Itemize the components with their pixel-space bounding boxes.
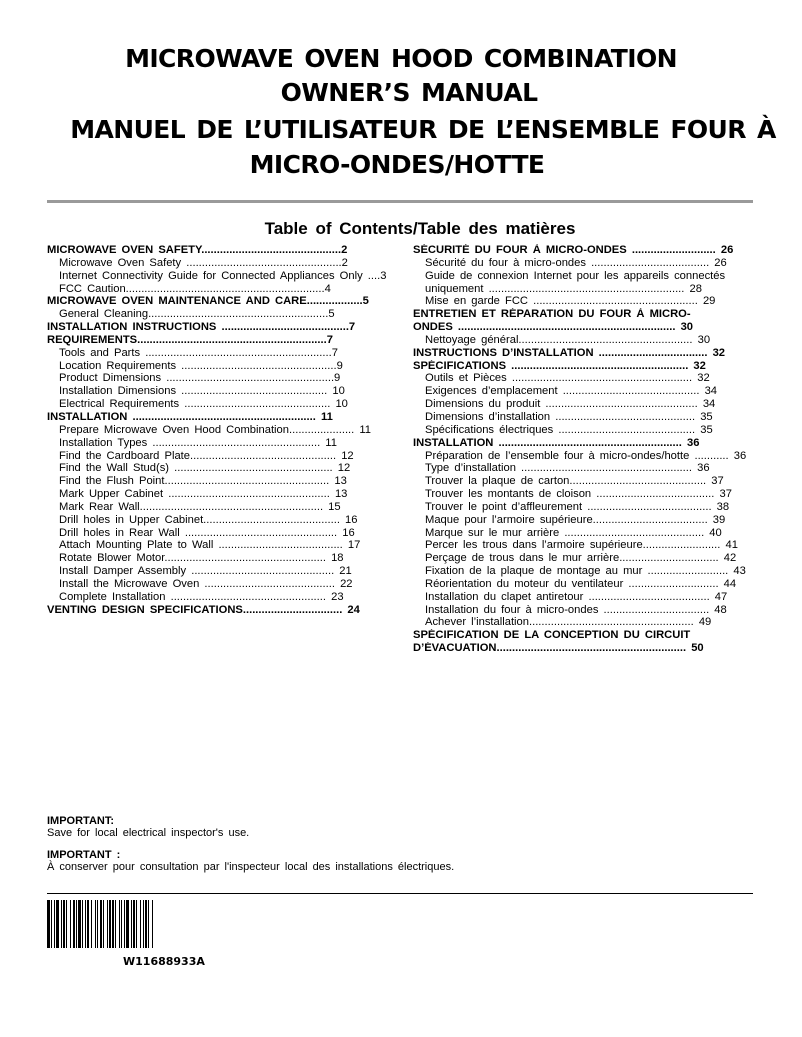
important-text-en: Save for local electrical inspector's use. bbox=[47, 827, 250, 839]
toc-entry: Marque sur le mur arrière ............................................. 40 bbox=[425, 526, 722, 539]
toc-entry: Mark Rear Wall........................................................... 15 bbox=[59, 500, 341, 513]
toc-entry: Spécifications électriques ............................................ 35 bbox=[425, 423, 713, 436]
toc-entry: Sécurité du four à micro-ondes ...................................... 26 bbox=[425, 256, 727, 269]
toc-entry: Find the Flush Point..................................................... 13 bbox=[59, 475, 347, 488]
toc-entry: INSTALLATION INSTRUCTIONS .........................................7 bbox=[47, 321, 356, 334]
toc-entry: Fixation de la plaque de montage au mur .......................... 43 bbox=[425, 565, 746, 578]
title-line-4: MICRO-ONDES/HOTTE bbox=[249, 150, 545, 179]
toc-entry: Installation Dimensions ............................................... 10 bbox=[59, 385, 345, 398]
toc-entry: Rotate Blower Motor.................................................... 18 bbox=[59, 552, 344, 565]
toc-entry: Microwave Oven Safety ..................................................2 bbox=[59, 256, 348, 269]
toc-entry: INSTALLATION ........................................................... 11 bbox=[47, 410, 333, 423]
toc-entry: Réorientation du moteur du ventilateur ............................. 44 bbox=[425, 577, 737, 590]
toc-entry: Guide de connexion Internet pour les appareils connectés bbox=[425, 269, 726, 282]
toc-entry: SPÉCIFICATIONS ......................................................... 32 bbox=[413, 359, 706, 372]
toc-entry: Electrical Requirements ............................................... 10 bbox=[59, 398, 348, 411]
toc-entry: INSTALLATION ........................................................... 36 bbox=[413, 436, 700, 449]
toc-entry: Dimensions du produit ................................................. 34 bbox=[425, 398, 716, 411]
important-heading-en: IMPORTANT: bbox=[47, 815, 115, 827]
important-note-en bbox=[47, 815, 249, 839]
toc-entry: Install the Microwave Oven .......................................... 22 bbox=[59, 577, 353, 590]
toc-entry: Install Damper Assembly .............................................. 21 bbox=[59, 565, 352, 578]
toc-entry: Type d’installation ....................................................... 36 bbox=[425, 462, 710, 475]
toc-entry: Installation Types ...................................................... 11 bbox=[59, 436, 337, 449]
toc-entry: Location Requirements ..................................................9 bbox=[59, 359, 343, 372]
toc-entry: D’ÉVACUATION............................................................. 50 bbox=[413, 642, 704, 655]
toc-entry: Prepare Microwave Oven Hood Combination..................... 11 bbox=[59, 423, 371, 436]
toc-entry: General Cleaning..........................................................5 bbox=[59, 308, 335, 321]
toc-entry: Trouver les montants de cloison ...................................... 37 bbox=[425, 488, 732, 501]
toc-entry: ENTRETIEN ET RÉPARATION DU FOUR À MICRO- bbox=[413, 308, 691, 321]
toc-entry: Mark Upper Cabinet .................................................... 13 bbox=[59, 488, 348, 501]
toc-entry: Product Dimensions ......................................................9 bbox=[59, 372, 341, 385]
toc-entry: ONDES ...................................................................... 30 bbox=[413, 321, 694, 334]
toc-entry: FCC Caution................................................................4 bbox=[59, 282, 331, 295]
toc-right-column bbox=[413, 244, 783, 655]
toc-entry: Percer les trous dans l’armoire supérieure......................... 41 bbox=[425, 539, 738, 552]
toc-entry: Tools and Parts ............................................................7 bbox=[59, 346, 338, 359]
important-heading-fr: IMPORTANT : bbox=[47, 849, 121, 861]
toc-entry: VENTING DESIGN SPECIFICATIONS................................ 24 bbox=[47, 603, 360, 616]
toc-entry: Drill holes in Upper Cabinet............................................ 16 bbox=[59, 513, 358, 526]
toc-entry: Find the Cardboard Plate............................................... 12 bbox=[59, 449, 354, 462]
toc-left-column bbox=[47, 244, 417, 616]
toc-entry: Préparation de l’ensemble four à micro-ondes/hotte ........... 36 bbox=[425, 449, 747, 462]
toc-entry: Installation du four à micro-ondes .................................. 48 bbox=[425, 603, 727, 616]
important-text-fr: À conserver pour consultation par l'inspecteur local des installations électriques. bbox=[47, 861, 455, 873]
toc-entry: Attach Mounting Plate to Wall ........................................ 17 bbox=[59, 539, 361, 552]
toc-entry: MICROWAVE OVEN MAINTENANCE AND CARE..................5 bbox=[47, 295, 369, 308]
part-number: W11688933A bbox=[123, 955, 205, 968]
toc-entry: Complete Installation .................................................. 23 bbox=[59, 590, 344, 603]
toc-entry: Mise en garde FCC ..................................................... 29 bbox=[425, 295, 716, 308]
toc-entry: Dimensions d’installation ............................................. 35 bbox=[425, 410, 713, 423]
toc-entry: Perçage de trous dans le mur arrière................................ 42 bbox=[425, 552, 737, 565]
toc-entry: Trouver la plaque de carton............................................ 37 bbox=[425, 475, 724, 488]
toc-entry: Installation du clapet antiretour ....................................... 47 bbox=[425, 590, 728, 603]
title-line-2: OWNER’S MANUAL bbox=[280, 78, 538, 107]
toc-entry: Nettoyage général........................................................ 30 bbox=[425, 333, 711, 346]
toc-entry: SÉCURITÉ DU FOUR À MICRO-ONDES ........................... 26 bbox=[413, 244, 734, 256]
toc-entry: Trouver le point d’affleurement ........................................ 38 bbox=[425, 500, 730, 513]
toc-entry: SPÉCIFICATION DE LA CONCEPTION DU CIRCUIT bbox=[413, 629, 691, 642]
toc-entry: MICROWAVE OVEN SAFETY.............................................2 bbox=[47, 244, 348, 256]
title-line-1: MICROWAVE OVEN HOOD COMBINATION bbox=[125, 44, 677, 73]
toc-entry: Outils et Pièces .......................................................... 32 bbox=[425, 372, 710, 385]
header-divider bbox=[47, 200, 753, 203]
toc-entry: Find the Wall Stud(s) ................................................... 12 bbox=[59, 462, 351, 475]
toc-entry: Achever l’installation..................................................... 49 bbox=[425, 616, 712, 629]
toc-entry: Drill holes in Rear Wall ................................................. 16 bbox=[59, 526, 355, 539]
toc-title: Table of Contents/Table des matières bbox=[264, 219, 576, 238]
toc-entry: REQUIREMENTS.............................................................7 bbox=[47, 333, 333, 346]
toc-entry: Maque pour l’armoire supérieure..................................... 39 bbox=[425, 513, 726, 526]
barcode bbox=[47, 900, 273, 948]
toc-entry: Exigences d’emplacement ............................................ 34 bbox=[425, 385, 718, 398]
toc-entry: INSTRUCTIONS D’INSTALLATION ................................... 32 bbox=[413, 346, 726, 359]
important-note-fr bbox=[47, 849, 454, 873]
toc-entry: uniquement ............................................................... 28 bbox=[425, 282, 702, 295]
toc-entry: Internet Connectivity Guide for Connected Appliances Only ....3 bbox=[59, 269, 387, 282]
title-line-3: MANUEL DE L’UTILISATEUR DE L’ENSEMBLE FOUR À bbox=[70, 115, 776, 144]
footer-divider bbox=[47, 893, 753, 894]
